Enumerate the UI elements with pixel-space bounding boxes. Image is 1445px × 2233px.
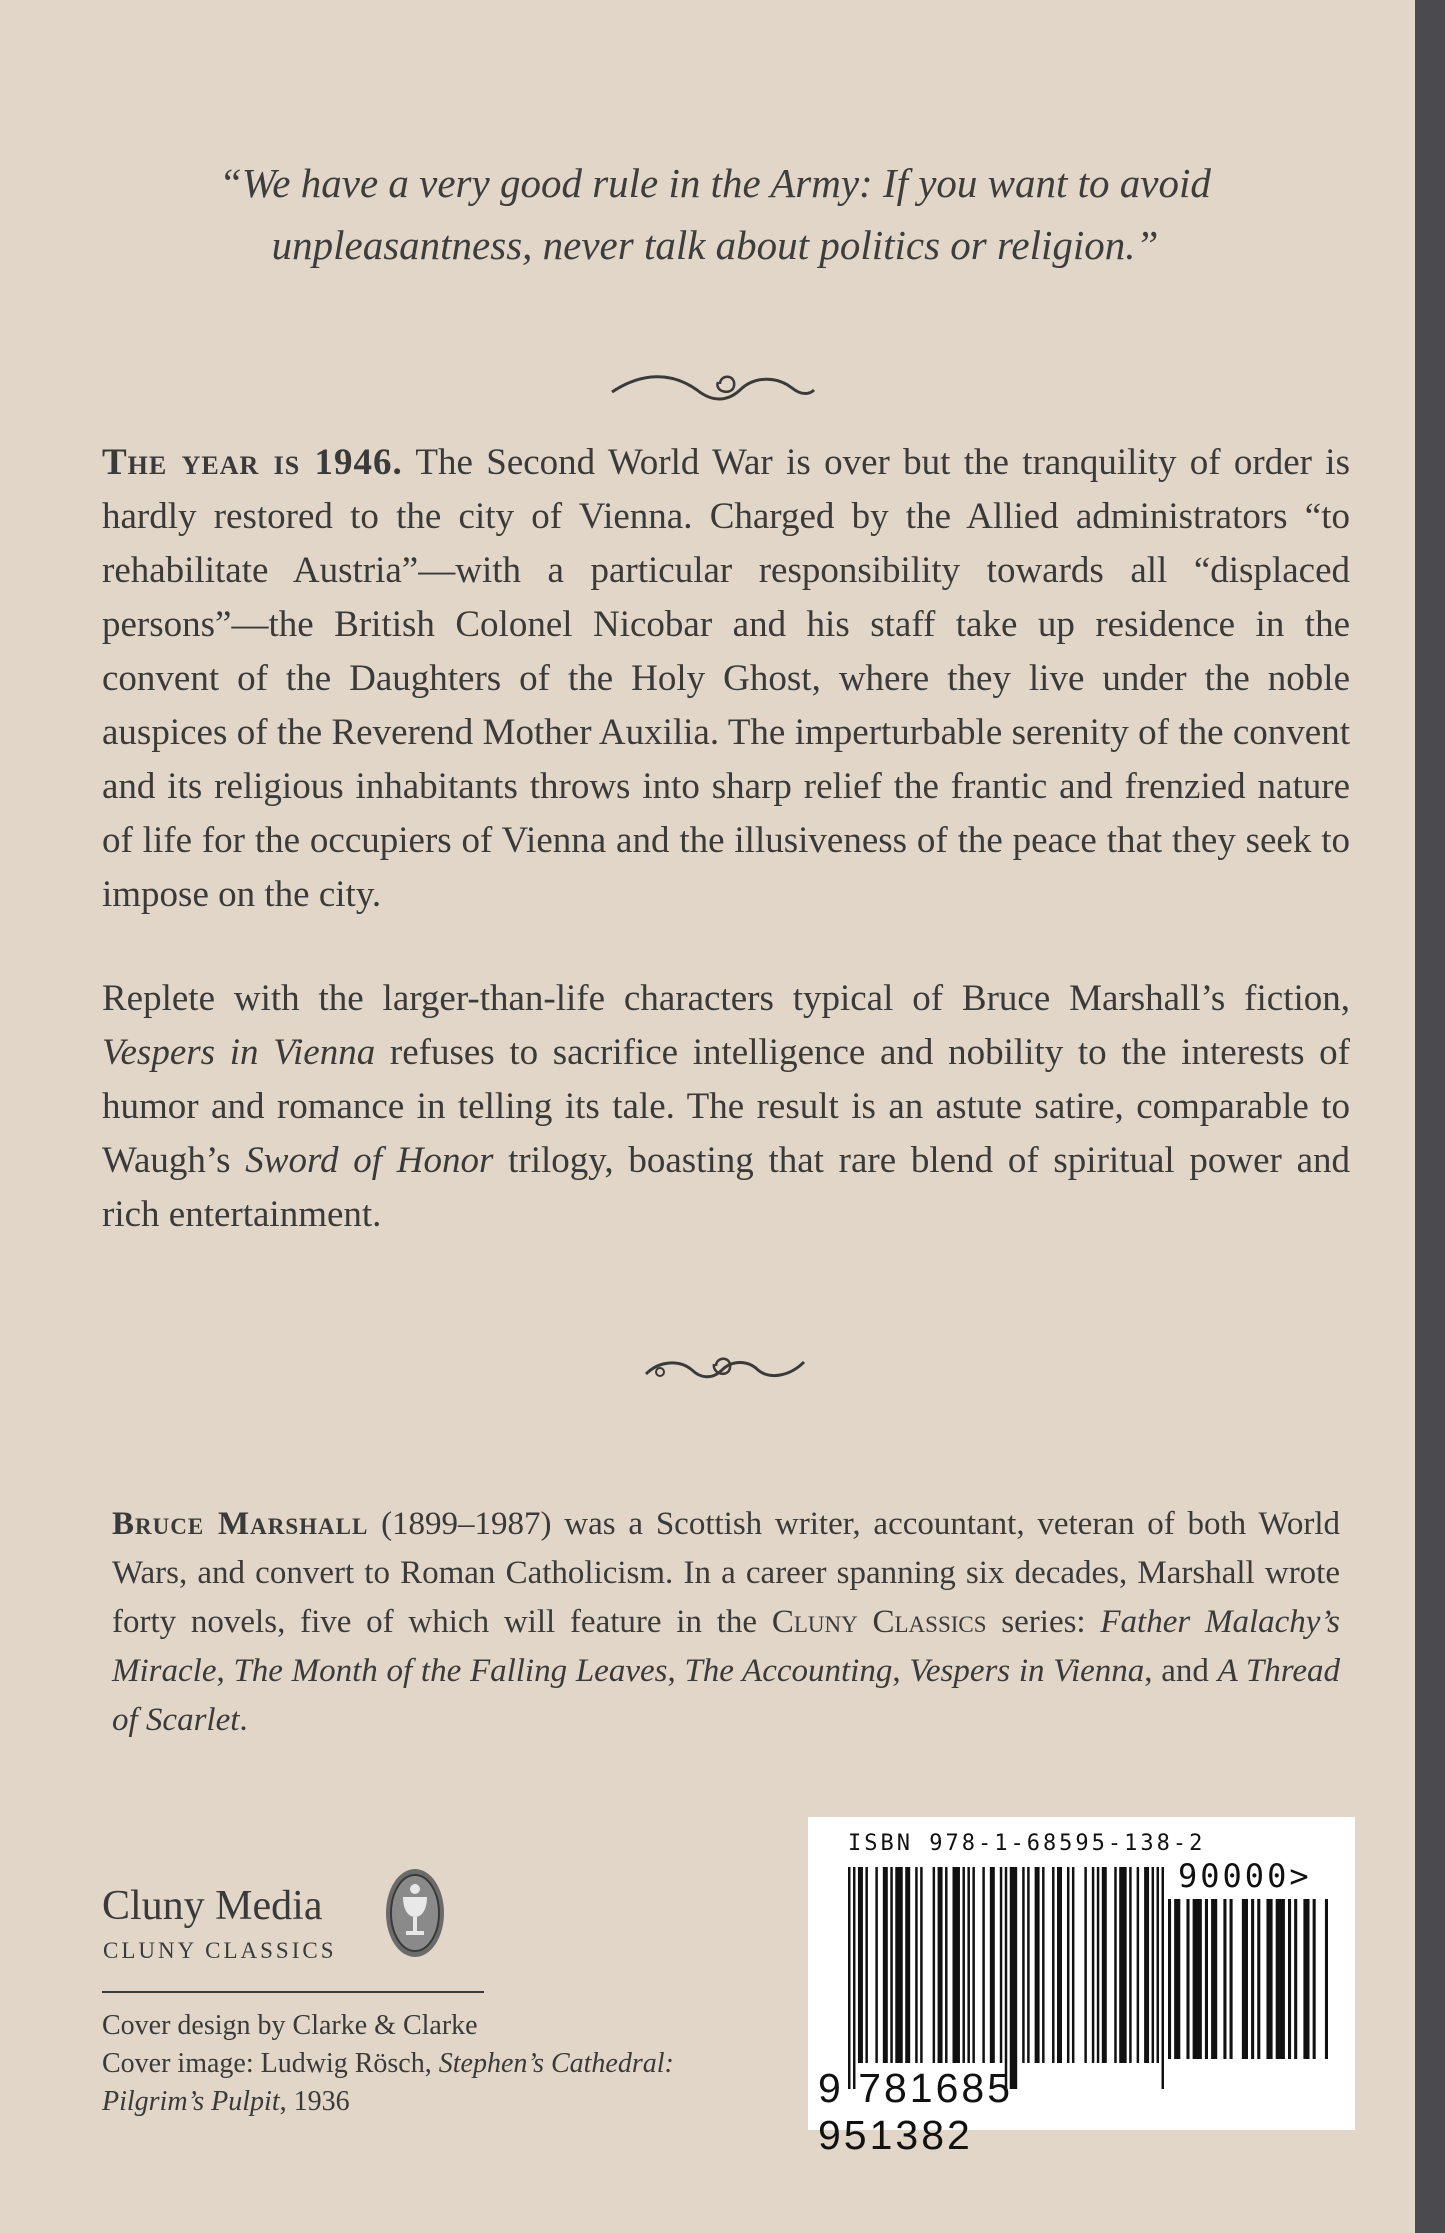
- barcode-bar: [1313, 1899, 1316, 2059]
- barcode-bar: [933, 1867, 935, 2063]
- barcode-bar: [1119, 1867, 1126, 2063]
- barcode-bar: [1168, 1899, 1171, 2059]
- barcode-bar: [1052, 1867, 1054, 2063]
- barcode-bar: [1022, 1867, 1024, 2063]
- barcode-bar: [858, 1867, 863, 2063]
- author-bio: Bruce Marshall (1899–1987) was a Scottish writer, accountant, veteran of both World Wars, and convert to Roman Catholicism. In a career spanning six decades, Marshall wrote forty novels, five of which will feature in the Cluny Classics series: Father Malachy’s Miracle, The Month of the Falling Leaves, The Accounting, Vespers in Vienna, and A Thread of Scarlet.: [112, 1506, 1341, 1738]
- barcode-bar: [1230, 1899, 1233, 2059]
- barcode-bar: [1294, 1899, 1297, 2059]
- barcode-bar: [1084, 1867, 1086, 2063]
- barcode-bar: [1027, 1867, 1029, 2063]
- barcode-bar: [962, 1867, 964, 2063]
- price-code: 90000>: [1178, 1857, 1312, 1895]
- barcode-bar: [1000, 1867, 1002, 2063]
- barcode-bar: [1205, 1899, 1208, 2059]
- barcode-bar: [972, 1867, 974, 2063]
- description-paragraph-2: Replete with the larger-than-life characters typical of Bruce Marshall’s fiction, Vespers in Vienna refuses to sacrifice intelligence and nobility to the interests of humor and romance in telling its tale. The result is an astute satire, comparable to Waugh’s Sword of Honor trilogy, boasting that rare blend of spiritual power and rich entertainment.: [102, 978, 1351, 1235]
- barcode-bar: [890, 1867, 892, 2063]
- barcode-bar: [865, 1867, 867, 2063]
- barcode-bar: [1010, 1867, 1017, 2089]
- barcode-bar: [1057, 1867, 1062, 2063]
- barcode-bar: [1097, 1867, 1099, 2063]
- barcode-bar: [1242, 1899, 1248, 2059]
- divider-rule: [102, 1991, 484, 1993]
- barcode-bar: [883, 1867, 888, 2063]
- barcode-bar: [895, 1867, 902, 2063]
- barcode-bar: [1102, 1867, 1107, 2063]
- barcode-bar: [1186, 1899, 1189, 2059]
- cover-credits: [102, 2007, 674, 2121]
- cover-image-credit-cont: Pilgrim’s Pulpit, 1936: [102, 2086, 350, 2117]
- barcode-bar: [938, 1867, 943, 2063]
- barcode-bar: [875, 1867, 877, 2063]
- barcode-bar: [1174, 1899, 1180, 2059]
- barcode-box: [808, 1817, 1355, 2158]
- barcode-bar: [920, 1867, 922, 2063]
- barcode-digits: 9 781685 951382: [818, 2065, 1014, 2158]
- publisher-name: Cluny Media: [102, 1883, 323, 1929]
- barcode-bar: [905, 1867, 910, 2063]
- barcode-bar: [1157, 1867, 1159, 2063]
- isbn-label: ISBN 978-1-68595-138-2: [848, 1831, 1206, 1856]
- barcode-bar: [1223, 1899, 1226, 2059]
- barcode-bar: [1257, 1899, 1260, 2059]
- barcode-bar: [1144, 1867, 1149, 2063]
- barcode-bar: [1137, 1867, 1139, 2063]
- chalice-seal-icon: [384, 1867, 446, 1959]
- barcode-bar: [1152, 1867, 1154, 2063]
- description-paragraph-1: The year is 1946. The Second World War is over but the tranquility of order is hardly restored to the city of Vienna. Charged by the Allied administrators “to rehabilitate Austria”—with a particular responsibility towards all “displaced persons”—the British Colonel Nicobar and his staff take up residence in the convent of the Daughters of the Holy Ghost, where they live under the noble auspices of the Reverend Mother Auxilia. The imperturbable serenity of the convent and its religious inhabitants throws into sharp relief the frantic and frenzied nature of life for the occupiers of Vienna and the illusiveness of the peace that they seek to impose on the city.: [102, 442, 1350, 915]
- cover-image-credit: Cover image: Ludwig Rösch, Stephen’s Cathedral:: [102, 2048, 674, 2079]
- barcode-bar: [1005, 1867, 1007, 2089]
- barcode-bar: [1035, 1867, 1040, 2063]
- barcode-bar: [945, 1867, 947, 2063]
- barcode-bar: [953, 1867, 960, 2063]
- barcode-bar: [967, 1867, 969, 2063]
- barcode-bar: [1092, 1867, 1094, 2063]
- barcode-bar: [1129, 1867, 1131, 2063]
- barcode-bar: [1042, 1867, 1044, 2063]
- barcode-bar: [990, 1867, 995, 2063]
- barcode-bar: [1303, 1899, 1309, 2059]
- barcode-bar: [1251, 1899, 1254, 2059]
- barcode-bar: [1114, 1867, 1116, 2063]
- barcode-bar: [1288, 1899, 1291, 2059]
- spine-edge: [1415, 0, 1445, 2233]
- barcode-bar: [1325, 1899, 1328, 2059]
- barcode-bar: [1067, 1867, 1069, 2063]
- cover-design-credit: Cover design by Clarke & Clarke: [102, 2010, 478, 2041]
- price-addon-barcode: [1168, 1899, 1328, 2085]
- ean-barcode: [848, 1867, 1164, 2089]
- barcode-bar: [1266, 1899, 1272, 2059]
- imprint-name: CLUNY CLASSICS: [103, 1938, 337, 1963]
- barcode-bar: [1211, 1899, 1217, 2059]
- barcode-bar: [848, 1867, 850, 2089]
- flourish-ornament-top: [602, 362, 822, 412]
- epigraph-quote: “We have a very good rule in the Army: If you want to avoid unpleasantness, never talk about politics or religion.”: [219, 160, 1211, 268]
- barcode-bar: [1276, 1899, 1285, 2059]
- barcode-bar: [853, 1867, 855, 2089]
- barcode-bar: [1072, 1867, 1074, 2063]
- barcode-bar: [915, 1867, 917, 2063]
- barcode-bar: [1193, 1899, 1202, 2059]
- flourish-ornament-divider: [640, 1352, 810, 1388]
- barcode-bar: [1162, 1867, 1164, 2089]
- barcode-bar: [982, 1867, 984, 2063]
